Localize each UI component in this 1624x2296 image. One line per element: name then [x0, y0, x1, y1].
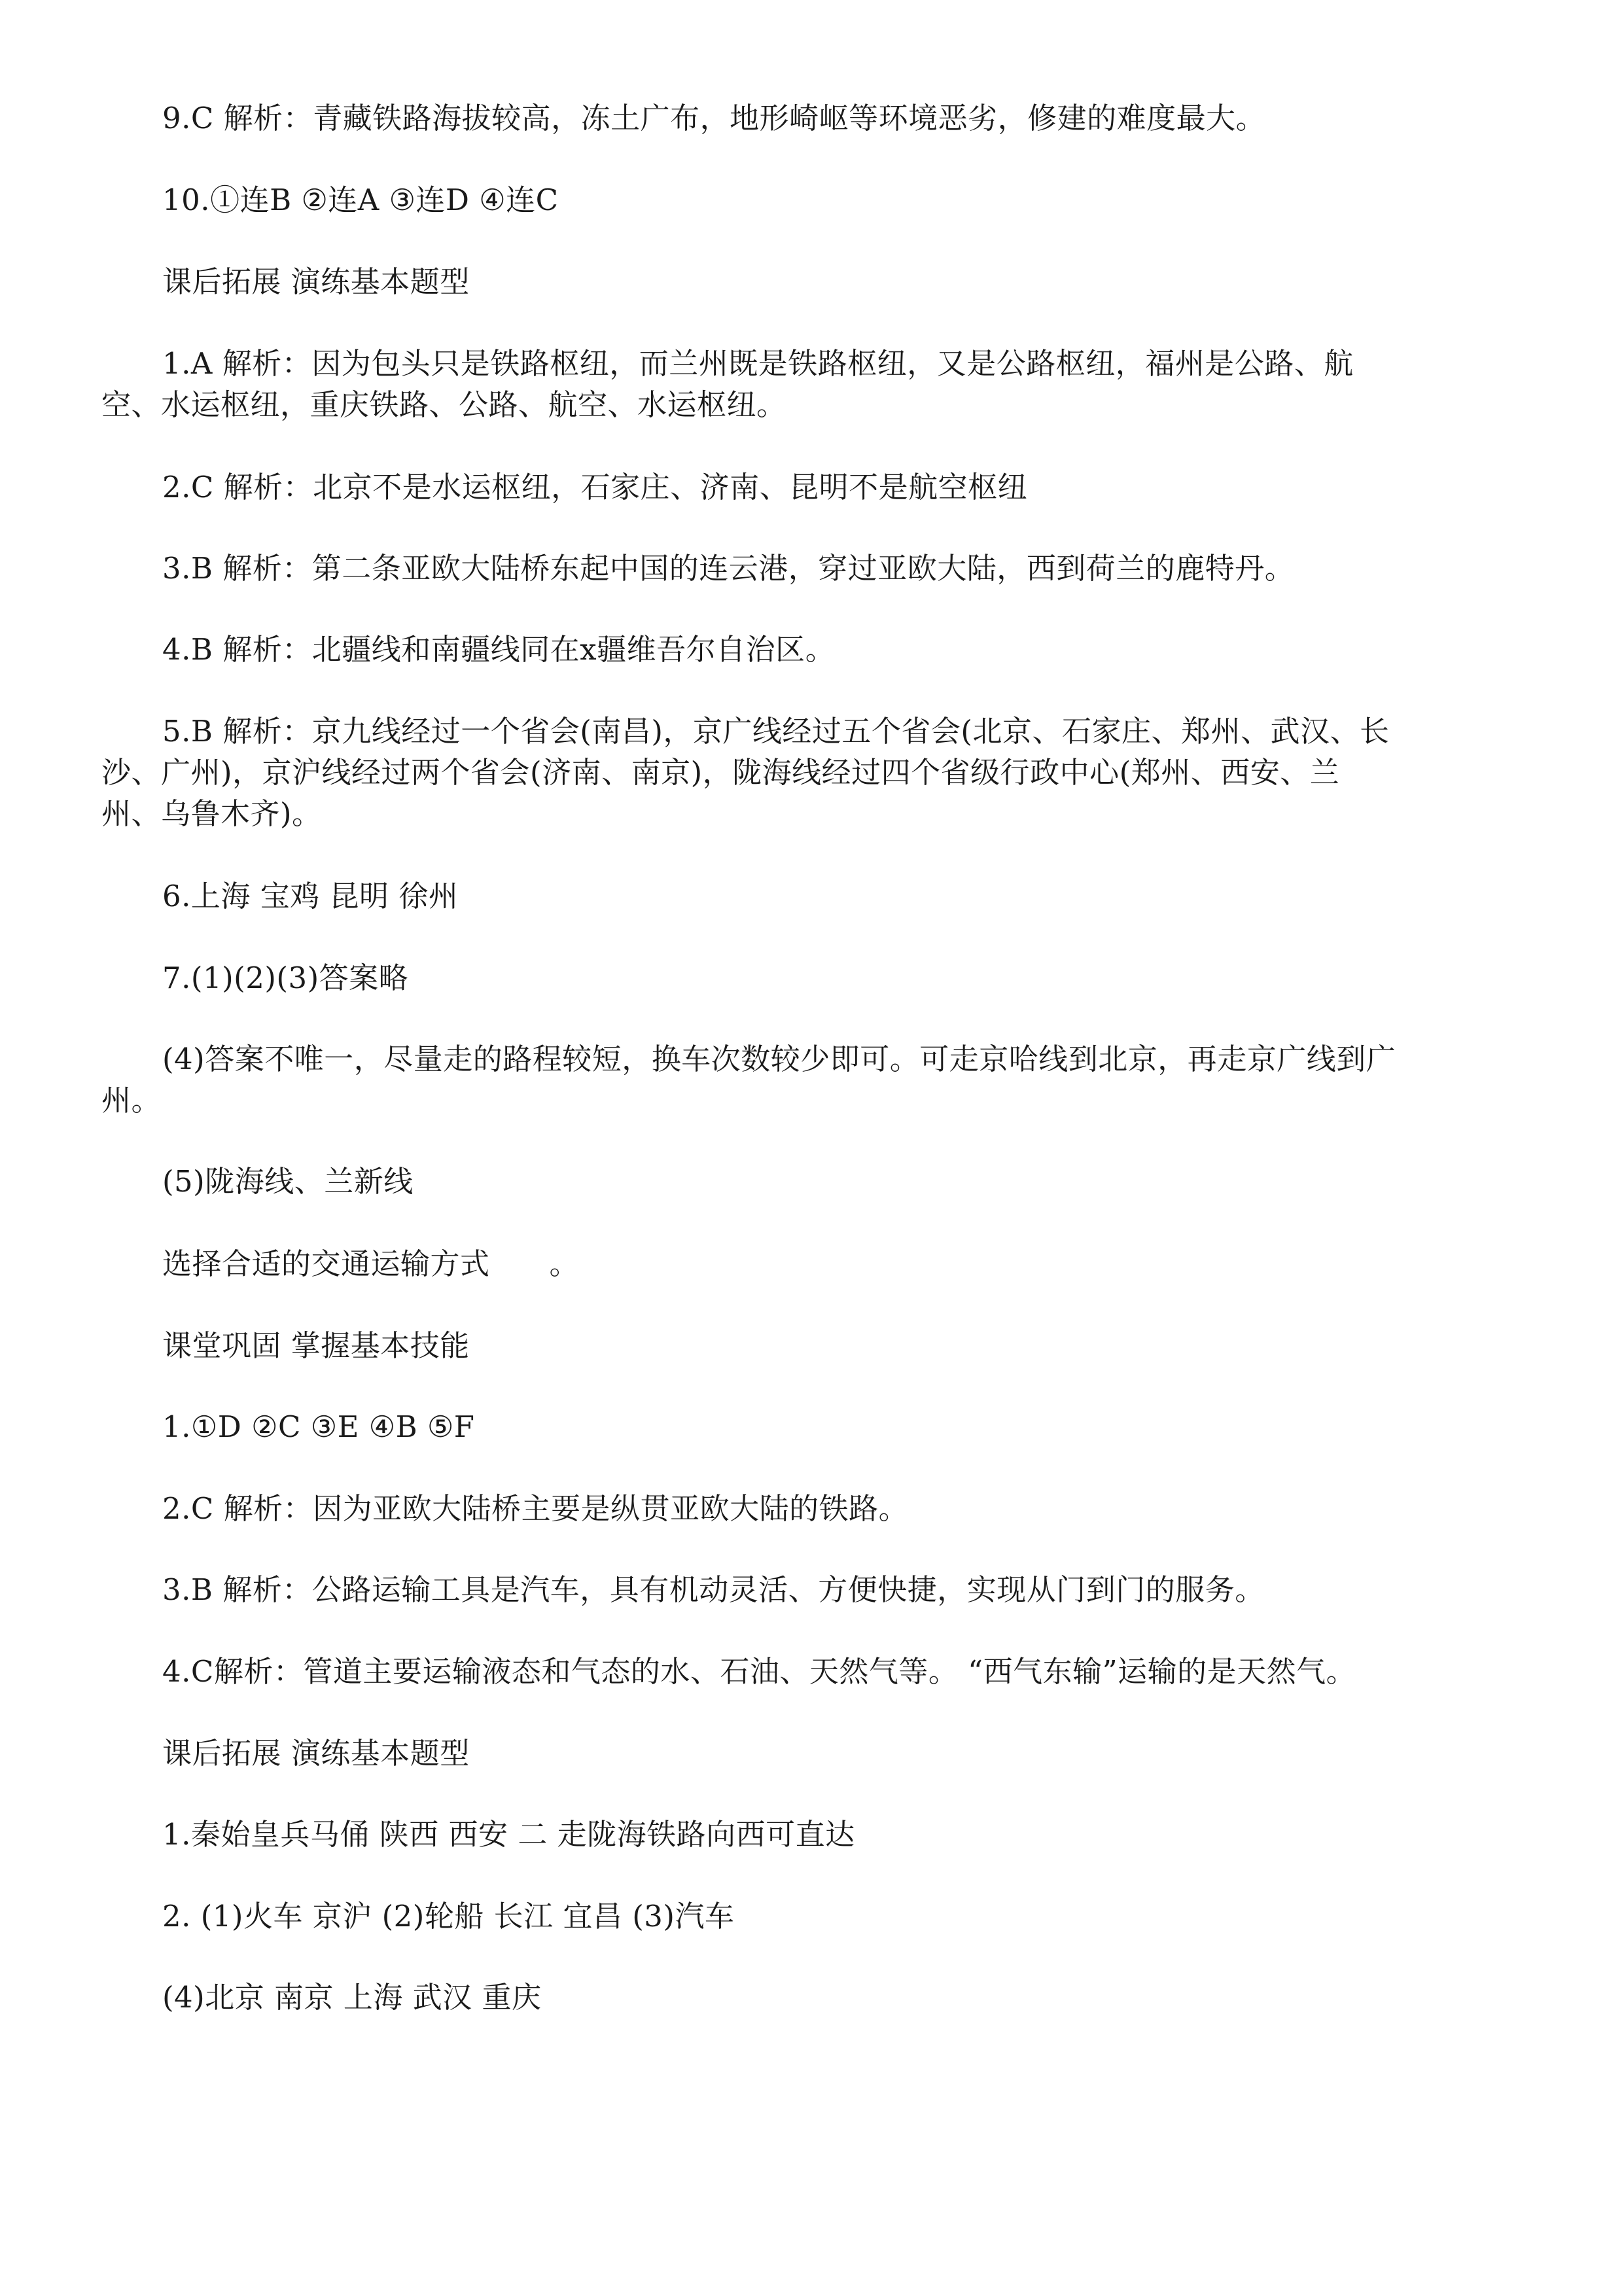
section-heading-extension-2: 课后拓展 演练基本题型: [162, 1736, 470, 1771]
section-heading-consolidation: 课堂巩固 掌握基本技能: [162, 1328, 470, 1363]
answer-ext1-5-line3: 州、乌鲁木齐)。: [101, 796, 322, 831]
answer-ext1-3: 3.B 解析：第二条亚欧大陆桥东起中国的连云港，穿过亚欧大陆，西到荷兰的鹿特丹。: [162, 551, 1295, 586]
answer-9: 9.C 解析：青藏铁路海拔较高，冻土广布，地形崎岖等环境恶劣，修建的难度最大。: [162, 101, 1266, 135]
answer-ext1-7: 7.(1)(2)(3)答案略: [162, 961, 409, 995]
answer-ext2-2: 2. (1)火车 京沪 (2)轮船 长江 宜昌 (3)汽车: [162, 1899, 735, 1934]
section-heading-extension-1: 课后拓展 演练基本题型: [162, 264, 470, 299]
answer-cons-1: 1.①D ②C ③E ④B ⑤F: [162, 1409, 475, 1444]
answer-ext2-1: 1.秦始皇兵马俑 陕西 西安 二 走陇海铁路向西可直达: [162, 1817, 855, 1852]
answer-ext1-7-4-line1: (4)答案不唯一，尽量走的路程较短，换车次数较少即可。可走京哈线到北京，再走京广线到广: [162, 1042, 1396, 1076]
answer-ext2-2-4: (4)北京 南京 上海 武汉 重庆: [162, 1980, 542, 2015]
answer-10: 10.①连B ②连A ③连D ④连C: [162, 183, 559, 217]
answer-cons-4: 4.C解析：管道主要运输液态和气态的水、石油、天然气等。 “西气东输”运输的是天然气。: [162, 1654, 1356, 1689]
answer-ext1-2: 2.C 解析：北京不是水运枢纽，石家庄、济南、昆明不是航空枢纽: [162, 470, 1028, 504]
answer-cons-2: 2.C 解析：因为亚欧大陆桥主要是纵贯亚欧大陆的铁路。: [162, 1491, 909, 1526]
lesson-title: 选择合适的交通运输方式 。: [162, 1246, 580, 1281]
answer-ext1-1-line2: 空、水运枢纽，重庆铁路、公路、航空、水运枢纽。: [101, 387, 786, 422]
answer-ext1-7-4-line2: 州。: [101, 1083, 162, 1118]
answer-ext1-1-line1: 1.A 解析：因为包头只是铁路枢纽，而兰州既是铁路枢纽，又是公路枢纽，福州是公路、航: [162, 346, 1354, 381]
answer-ext1-6: 6.上海 宝鸡 昆明 徐州: [162, 879, 459, 913]
answer-ext1-5-line2: 沙、广州)，京沪线经过两个省会(济南、南京)，陇海线经过四个省级行政中心(郑州、西安、兰: [101, 755, 1340, 790]
answer-ext1-5-line1: 5.B 解析：京九线经过一个省会(南昌)，京广线经过五个省会(北京、石家庄、郑州、武汉、长: [162, 714, 1390, 749]
answer-cons-3: 3.B 解析：公路运输工具是汽车，具有机动灵活、方便快捷，实现从门到门的服务。: [162, 1572, 1265, 1607]
answer-ext1-7-5: (5)陇海线、兰新线: [162, 1164, 414, 1199]
answer-ext1-4: 4.B 解析：北疆线和南疆线同在x疆维吾尔自治区。: [162, 632, 836, 667]
